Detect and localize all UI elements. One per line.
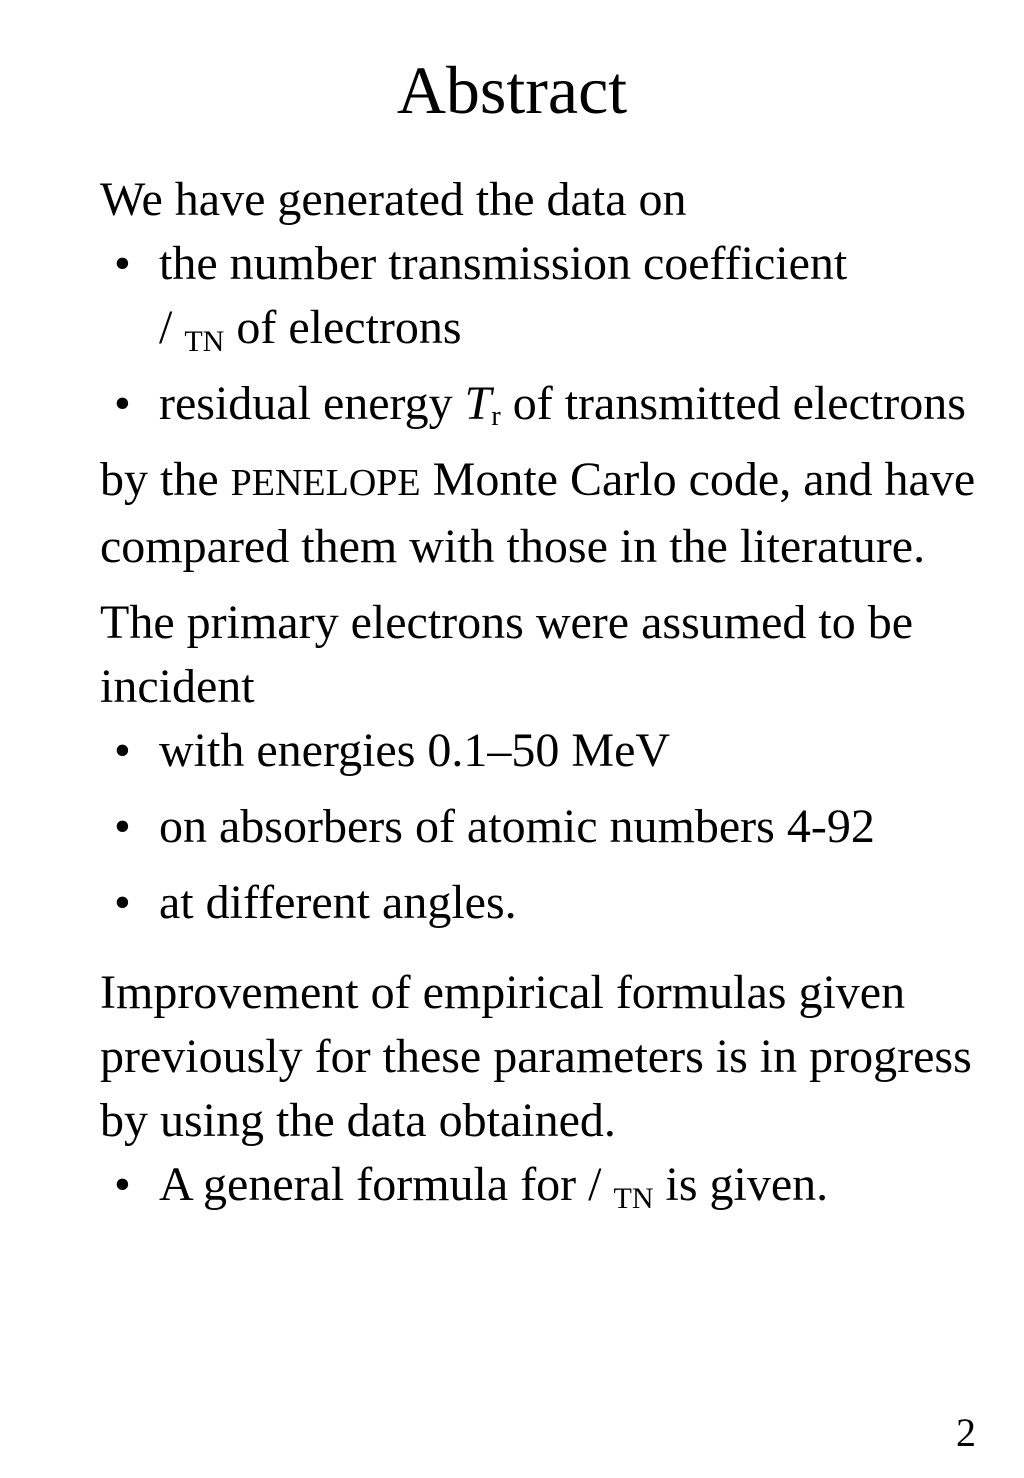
list-item	[100, 871, 980, 935]
intro-paragraph: We have generated the data on	[100, 173, 687, 226]
formula-text-before: A general formula for	[159, 1158, 577, 1211]
energy-symbol: T	[464, 377, 492, 430]
condition-text: on absorbers of atomic numbers 4-92	[159, 800, 875, 853]
item-text-after: of transmitted electrons	[512, 377, 966, 430]
symbol-subscript: TN	[184, 325, 225, 358]
list-item	[100, 719, 980, 783]
transmission-symbol: /	[588, 1158, 602, 1211]
method-text-after: Monte Carlo code, and have compared them with those in the literature.	[100, 453, 976, 573]
item-text-after: of electrons	[236, 301, 462, 354]
improvement-paragraph: Improvement of empirical formulas given previously for these parameters is in progress by using the data obtained.	[100, 966, 972, 1147]
method-text-before: by the	[100, 453, 219, 506]
conditions-list	[100, 719, 980, 935]
bullet-marker: •	[114, 377, 131, 430]
list-item	[100, 1153, 980, 1217]
list-item	[100, 372, 980, 436]
bullet-marker: •	[114, 237, 131, 290]
data-list	[100, 232, 980, 436]
item-text-before: residual energy	[159, 377, 453, 430]
formula-list	[100, 1153, 980, 1217]
formula-text-after: is given.	[665, 1158, 829, 1211]
symbol-subscript: TN	[613, 1182, 654, 1215]
code-name: PENELOPE	[230, 462, 421, 504]
method-paragraph	[100, 448, 980, 579]
page-title: Abstract	[396, 52, 628, 128]
condition-text: at different angles.	[159, 876, 517, 929]
bullet-marker: •	[114, 1158, 131, 1211]
primary-paragraph: The primary electrons were assumed to be incident	[100, 596, 914, 713]
bullet-marker: •	[114, 724, 131, 777]
symbol-subscript: r	[491, 401, 501, 432]
condition-text: with energies 0.1–50 MeV	[159, 724, 671, 777]
page-number: 2	[956, 1410, 976, 1455]
item-text: the number transmission coefficient	[159, 237, 848, 290]
bullet-marker: •	[114, 800, 131, 853]
list-item	[100, 232, 980, 360]
abstract-body	[100, 168, 980, 1217]
bullet-marker: •	[114, 876, 131, 929]
transmission-symbol: /	[159, 301, 173, 354]
list-item	[100, 795, 980, 859]
